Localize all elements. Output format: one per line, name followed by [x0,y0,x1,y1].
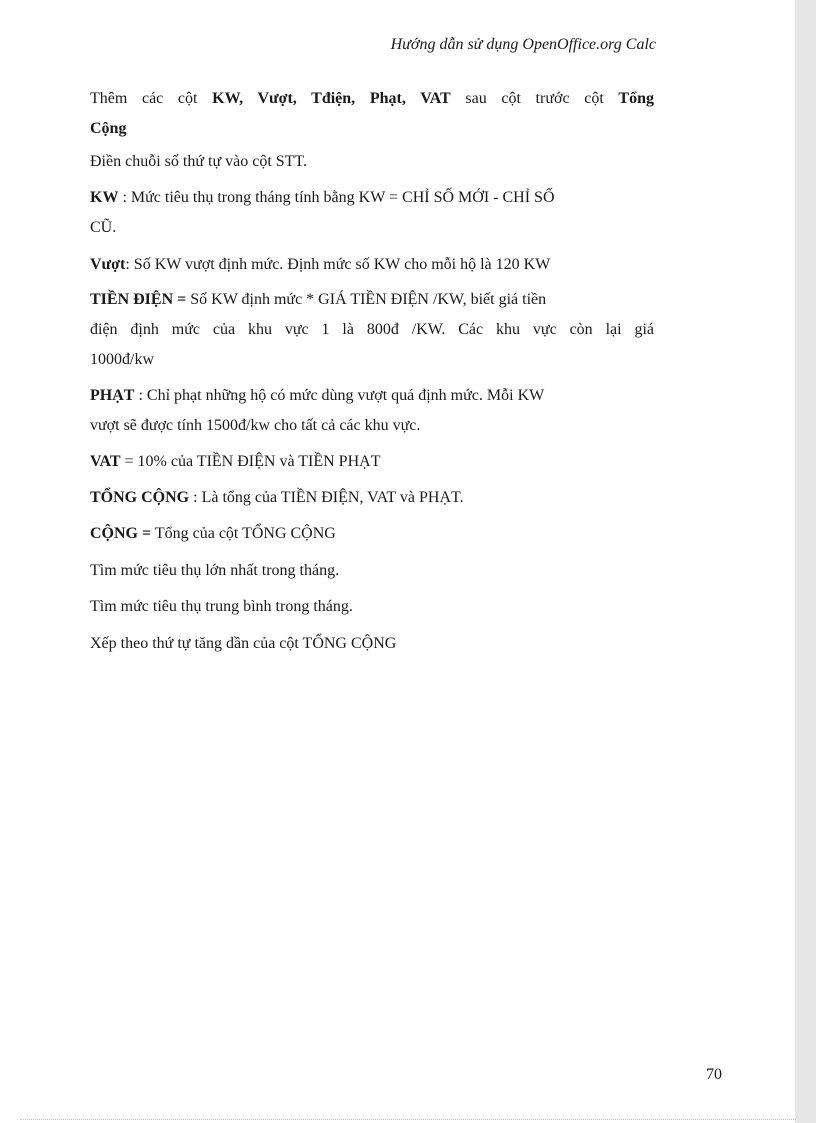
bold-text: CỘNG = [90,525,152,542]
bold-text: KW, Vượt, Tđiện, Phạt, VAT [212,90,451,107]
paragraph-vuot [90,250,654,280]
paragraph-line [90,381,654,411]
paragraph-cong [90,519,654,549]
bold-text: PHẠT [90,387,135,404]
paragraph-avg-consumption [90,592,654,622]
text-span: : Chỉ phạt những hộ có mức dùng vượt quá định mức. Mỗi KW [134,387,545,404]
text-span: Tìm mức tiêu thụ trung bình trong tháng. [90,598,353,615]
bold-text: KW [90,189,119,206]
paragraph-line: điện định mức của khu vực 1 là 800đ /KW. Các khu vực còn lại giá [90,321,654,338]
paragraph-line: 1000đ/kw [90,351,154,368]
paragraph-tong-cong [90,483,654,513]
paragraph-tien-dien [90,285,654,375]
text-span: Thêm các cột [90,90,213,107]
paragraph-max-consumption [90,556,654,586]
paragraph-line [90,114,654,144]
page-right-shadow [795,0,816,1123]
paragraph-kw [90,183,654,243]
paragraph-line [90,285,654,315]
paragraph-stt [90,147,654,177]
bold-text: TỔNG CỘNG [90,489,190,506]
text-span: : Là tổng của TIỀN ĐIỆN, VAT và PHẠT. [189,489,464,506]
text-span: Tìm mức tiêu thụ lớn nhất trong tháng. [90,562,340,579]
paragraph-line [90,183,654,213]
paragraph-add-columns [90,84,654,144]
text-span: Xếp theo thứ tự tăng dần của cột TỔNG CỘNG [90,635,397,652]
bold-text: Cộng [90,120,127,137]
bold-text: Vượt [90,256,126,273]
bold-text: VAT [90,453,121,470]
text-span: Điền chuỗi số thứ tự vào cột STT. [90,153,308,170]
text-span: : Số KW vượt định mức. Định mức số KW cho mỗi hộ là 120 KW [125,256,551,273]
paragraph-line: CŨ. [90,219,117,236]
header-title: Hướng dẫn sử dụng OpenOffice.org Calc [390,36,656,53]
text-span: Tổng của cột TỔNG CỘNG [151,525,336,542]
paragraph-line [90,84,654,114]
text-span: Số KW định mức * GIÁ TIỀN ĐIỆN /KW, biết giá tiền [186,291,547,308]
text-span: : Mức tiêu thụ trong tháng tính bằng KW = CHỈ SỐ MỚI - CHỈ SỐ [118,189,555,206]
page-bottom-edge [20,1119,796,1120]
paragraph-line: vượt sẽ được tính 1500đ/kw cho tất cả các khu vực. [90,417,421,434]
paragraph-vat [90,447,654,477]
text-span: = 10% của TIỀN ĐIỆN và TIỀN PHẠT [120,453,381,470]
paragraph-phat [90,381,654,441]
bold-text: TIỀN ĐIỆN = [90,291,187,308]
page-number: 70 [706,1066,722,1083]
bold-text: Tổng [618,90,654,107]
text-span: sau cột trước cột [450,90,619,107]
paragraph-sort [90,629,654,659]
